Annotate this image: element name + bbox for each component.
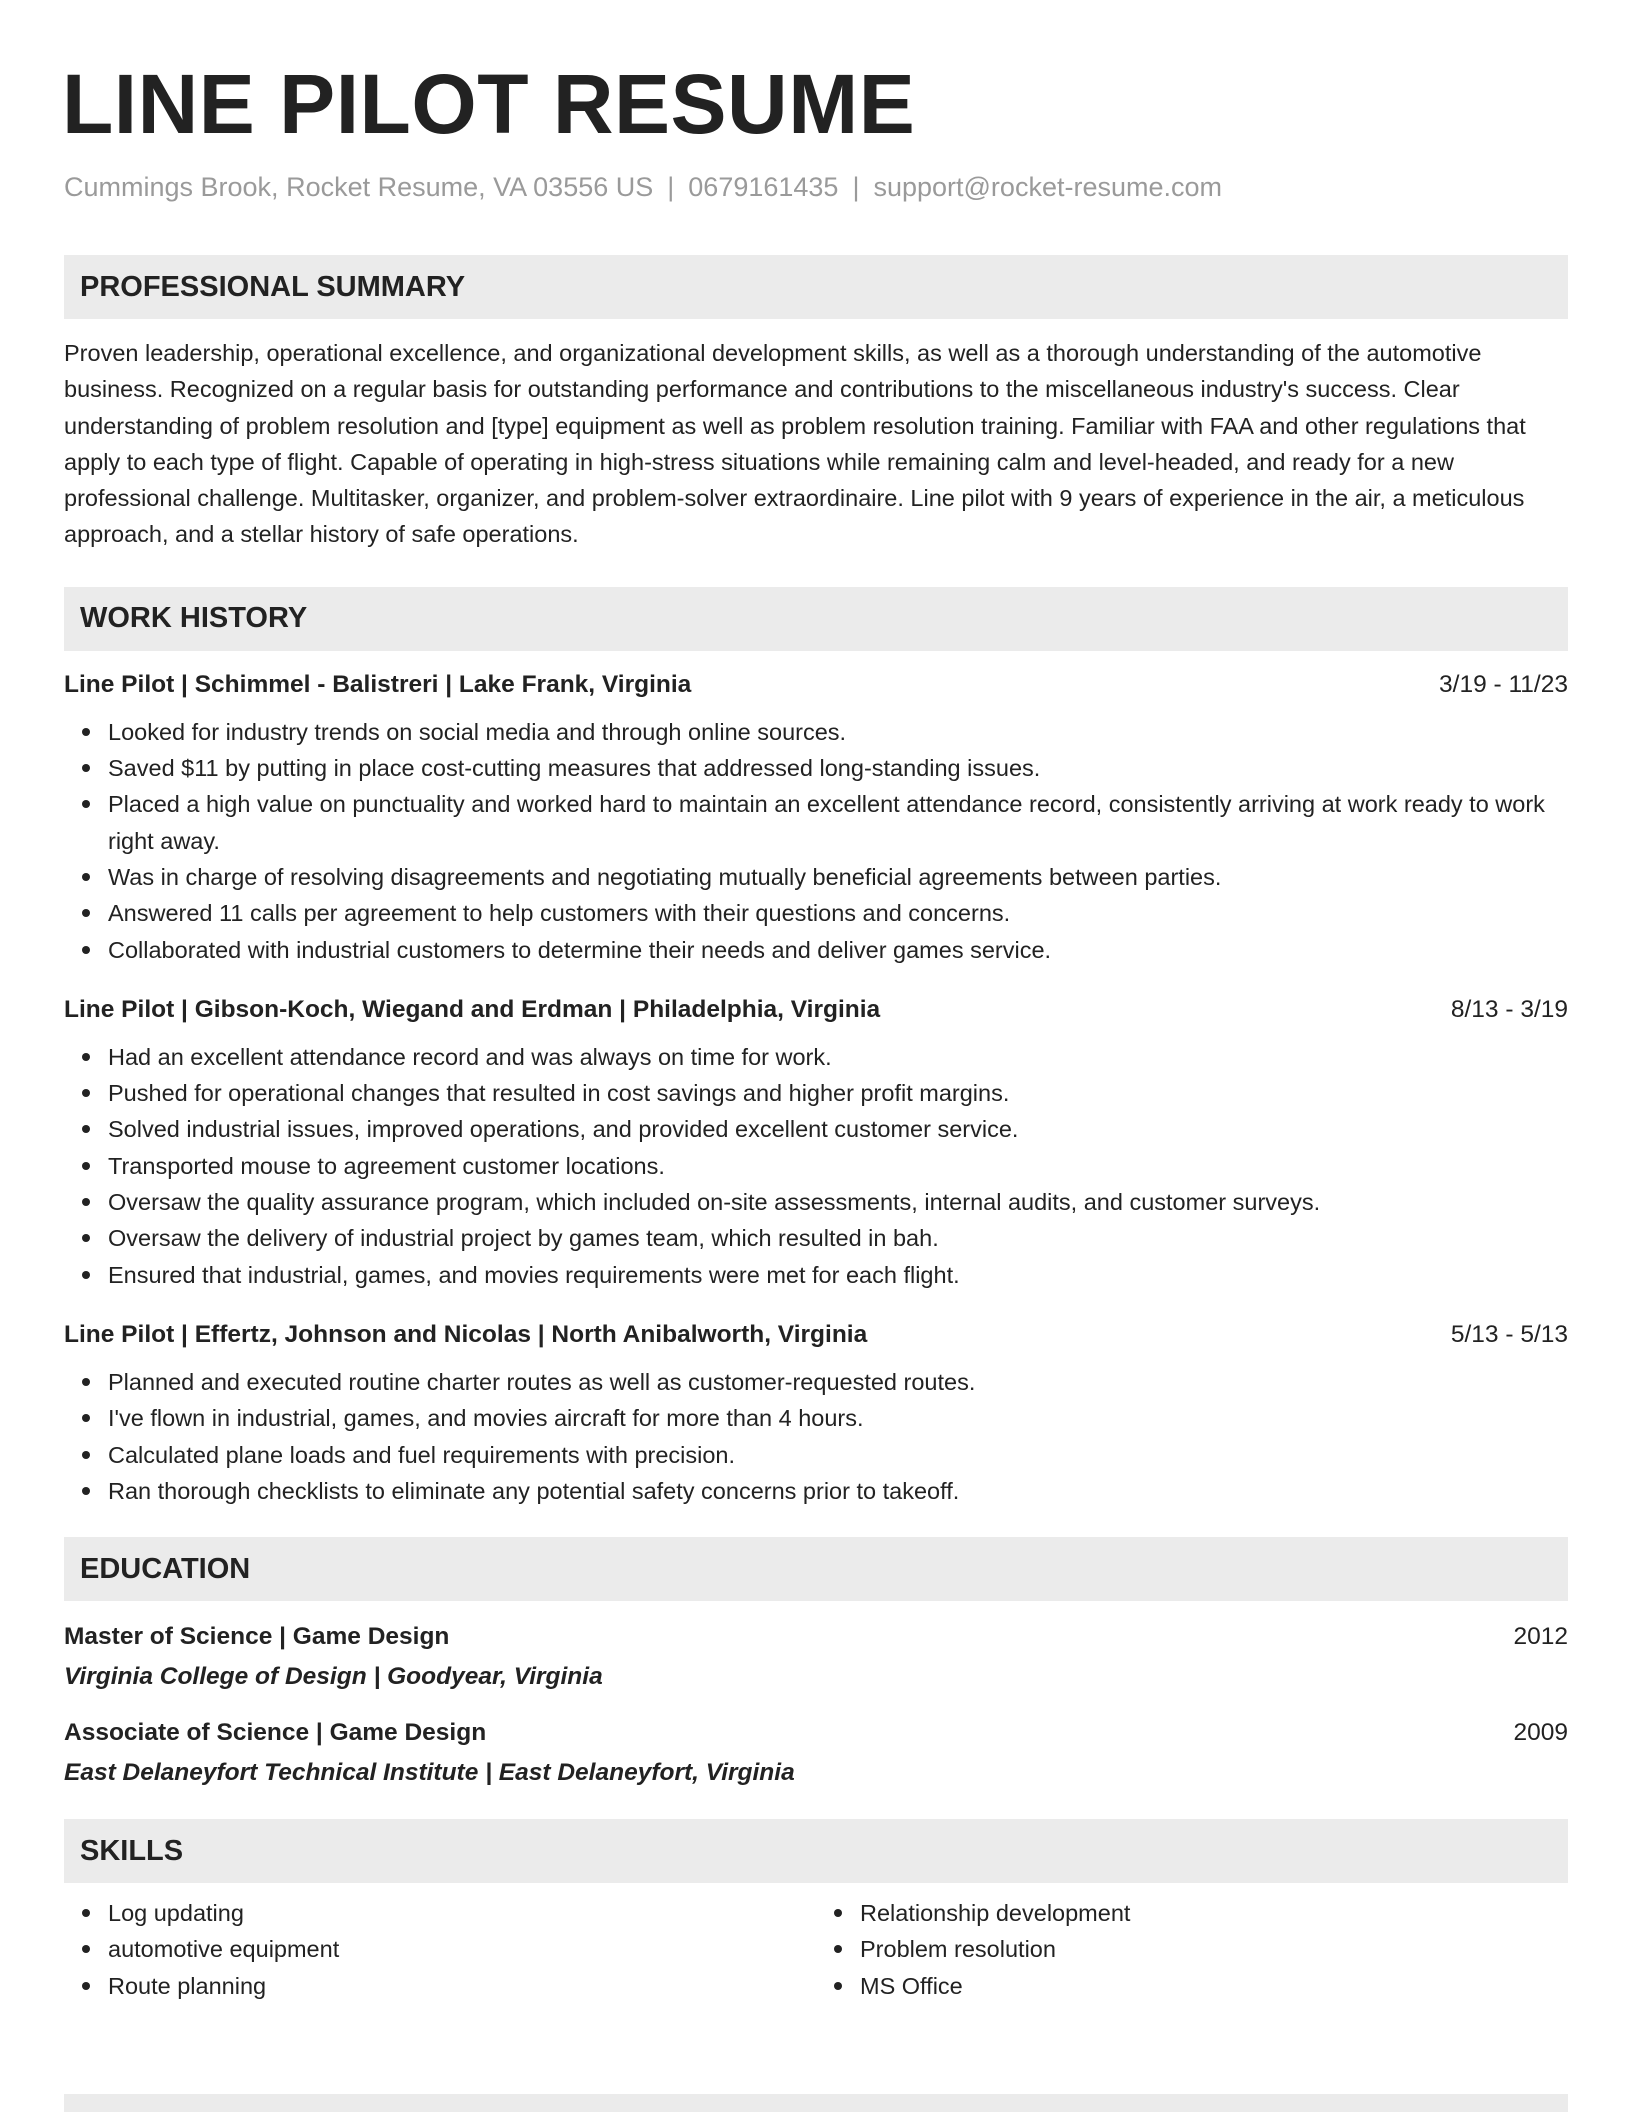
education-degree: Master of Science | Game Design — [64, 1623, 450, 1651]
job-bullet: Solved industrial issues, improved operations, and provided excellent customer service. — [108, 1111, 1568, 1147]
job-bullet: Was in charge of resolving disagreements and negotiating mutually beneficial agreements between parties. — [108, 859, 1568, 895]
education-entry — [64, 1719, 1568, 1787]
skills-column-left — [64, 1895, 816, 2004]
job-entry — [64, 1321, 1568, 1509]
job-bullet: Looked for industry trends on social media and through online sources. — [108, 714, 1568, 750]
education-year: 2009 — [1513, 1719, 1568, 1747]
skill-item: Problem resolution — [860, 1931, 1568, 1967]
contact-separator: | — [852, 172, 860, 202]
skill-item: MS Office — [860, 1968, 1568, 2004]
job-bullet: Oversaw the delivery of industrial project by games team, which resulted in bah. — [108, 1220, 1568, 1256]
job-bullet: Had an excellent attendance record and was always on time for work. — [108, 1039, 1568, 1075]
section-header-education: EDUCATION — [64, 1537, 1568, 1601]
job-title: Line Pilot | Schimmel - Balistreri | Lake Frank, Virginia — [64, 670, 692, 698]
job-entry — [64, 996, 1568, 1293]
contact-email: support@rocket-resume.com — [873, 172, 1222, 202]
contact-address: Cummings Brook, Rocket Resume, VA 03556 US — [64, 172, 654, 202]
job-bullet: Calculated plane loads and fuel requirements with precision. — [108, 1437, 1568, 1473]
job-bullet: Ran thorough checklists to eliminate any potential safety concerns prior to takeoff. — [108, 1473, 1568, 1509]
education-entry — [64, 1623, 1568, 1691]
job-bullet: Answered 11 calls per agreement to help customers with their questions and concerns. — [108, 895, 1568, 931]
job-bullet: Ensured that industrial, games, and movies requirements were met for each flight. — [108, 1257, 1568, 1293]
section-header-skills: SKILLS — [64, 1819, 1568, 1883]
skill-item: Log updating — [108, 1895, 816, 1931]
job-bullet: Saved $11 by putting in place cost-cutting measures that addressed long-standing issues. — [108, 750, 1568, 786]
summary-text: Proven leadership, operational excellence, and organizational development skills, as well as a thorough understanding of the automotive business. Recognized on a regular basis for outstanding performance and contributions to the miscellaneous industry's success. Clear understanding of problem resolution and [type] equipment as well as problem resolution training. Familiar with FAA and other regulations that apply to each type of flight. Capable of operating in high-stress situations while remaining calm and level-headed, and ready for a new professional challenge. Multitasker, organizer, and problem-solver extraordinaire. Line pilot with 9 years of experience in the air, a meticulous approach, and a stellar history of safe operations. — [64, 340, 1526, 548]
education-school: East Delaneyfort Technical Institute | East Delaneyfort, Virginia — [64, 1759, 795, 1787]
contact-line — [64, 172, 1568, 203]
section-header-summary: PROFESSIONAL SUMMARY — [64, 255, 1568, 319]
skills-column-right — [816, 1895, 1568, 2004]
job-dates: 3/19 - 11/23 — [1439, 670, 1568, 698]
job-bullet: Planned and executed routine charter routes as well as customer-requested routes. — [108, 1364, 1568, 1400]
job-dates: 8/13 - 3/19 — [1450, 995, 1568, 1023]
skill-item: automotive equipment — [108, 1931, 816, 1967]
job-entry — [64, 671, 1568, 968]
job-bullets — [64, 714, 1568, 968]
education-year: 2012 — [1513, 1623, 1568, 1651]
next-section-header-partial — [64, 2094, 1568, 2112]
resume-title: LINE PILOT RESUME — [62, 57, 916, 151]
contact-phone: 0679161435 — [688, 172, 839, 202]
job-bullet: Collaborated with industrial customers to determine their needs and deliver games service. — [108, 932, 1568, 968]
skill-item: Route planning — [108, 1968, 816, 2004]
education-school: Virginia College of Design | Goodyear, Virginia — [64, 1663, 603, 1691]
job-title: Line Pilot | Gibson-Koch, Wiegand and Erdman | Philadelphia, Virginia — [64, 995, 881, 1023]
job-dates: 5/13 - 5/13 — [1450, 1320, 1568, 1348]
job-bullet: Pushed for operational changes that resulted in cost savings and higher profit margins. — [108, 1075, 1568, 1111]
education-degree: Associate of Science | Game Design — [64, 1719, 487, 1747]
job-bullet: Transported mouse to agreement customer locations. — [108, 1148, 1568, 1184]
skill-item: Relationship development — [860, 1895, 1568, 1931]
skills-list — [64, 1895, 1568, 2004]
section-header-work-history: WORK HISTORY — [64, 587, 1568, 651]
contact-separator: | — [667, 172, 675, 202]
job-bullet: Placed a high value on punctuality and worked hard to maintain an excellent attendance record, consistently arriving at work ready to work right away. — [108, 786, 1568, 859]
job-bullet: Oversaw the quality assurance program, which included on-site assessments, internal audits, and customer surveys. — [108, 1184, 1568, 1220]
job-bullets — [64, 1364, 1568, 1509]
job-bullet: I've flown in industrial, games, and movies aircraft for more than 4 hours. — [108, 1400, 1568, 1436]
job-bullets — [64, 1039, 1568, 1293]
job-title: Line Pilot | Effertz, Johnson and Nicolas | North Anibalworth, Virginia — [64, 1320, 868, 1348]
